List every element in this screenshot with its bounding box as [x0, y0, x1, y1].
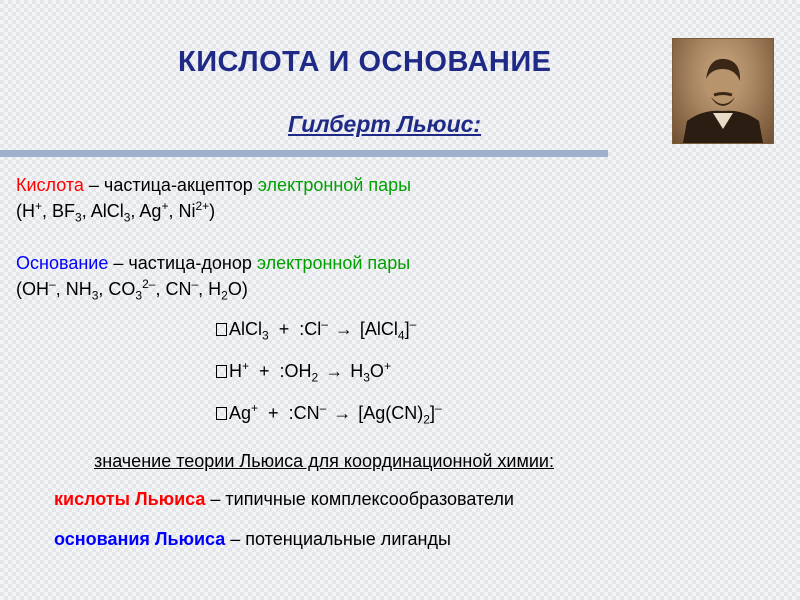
bullet-box-icon [216, 323, 227, 336]
subscript: 3 [91, 288, 99, 303]
subscript: 3 [123, 210, 131, 225]
acid-examples [16, 199, 216, 225]
arrow-right-icon: → [333, 403, 352, 423]
page-title: КИСЛОТА И ОСНОВАНИЕ [178, 46, 552, 78]
reaction-hydronium [216, 359, 391, 385]
lewis-bases-term: основания Льюиса [54, 529, 226, 549]
charge: + [251, 401, 259, 415]
product: [AlCl [359, 319, 398, 339]
charge: 2– [142, 277, 156, 291]
charge: – [319, 401, 327, 415]
significance-heading: значение теории Льюиса для координационной химии: [94, 451, 554, 471]
reactant: H [229, 361, 242, 381]
acid-electron-pair: электронной пары [257, 175, 412, 195]
subscript: 2 [311, 370, 319, 385]
plus-sign: + [258, 403, 289, 423]
subtitle: Гилберт Льюис: [288, 111, 482, 137]
reactant: :OH [279, 361, 312, 381]
product: ] [404, 319, 410, 339]
charge: – [321, 317, 328, 331]
plus-sign: + [268, 319, 300, 339]
base-example-text: , NH [55, 279, 92, 299]
subscript: 4 [397, 328, 405, 343]
lewis-acids-term: кислоты Льюиса [54, 489, 206, 509]
product: H [350, 361, 364, 381]
base-definition [16, 254, 410, 272]
acid-example-text: , Ni [168, 201, 196, 221]
base-electron-pair: электронной пары [256, 253, 411, 273]
subscript: 3 [75, 210, 82, 225]
reactant: :CN [288, 403, 320, 423]
reactant: Ag [229, 403, 252, 423]
base-examples [16, 277, 248, 303]
base-example-text: (OH [16, 279, 49, 299]
lewis-acids-line [54, 490, 514, 508]
charge: + [35, 199, 43, 213]
bullet-box-icon [216, 407, 227, 420]
base-term: Основание [16, 253, 109, 273]
arrow-right-icon: → [334, 319, 353, 339]
product: [Ag(CN) [358, 403, 424, 423]
base-example-text: , H [198, 279, 222, 299]
divider-bar [0, 150, 608, 157]
acid-example-text: ) [209, 201, 216, 221]
acid-example-text: (H [16, 201, 35, 221]
acid-definition [16, 176, 411, 194]
portrait-icon [673, 39, 773, 143]
base-example-text: , CO [98, 279, 136, 299]
reaction-silver-cyanide [216, 401, 442, 427]
charge: – [49, 277, 56, 291]
product: ] [429, 403, 435, 423]
portrait-photo [672, 38, 774, 144]
acid-definition-text: – частица-акцептор [83, 175, 258, 195]
acid-example-text: , Ag [130, 201, 162, 221]
subscript: 2 [221, 288, 228, 303]
charge: 2+ [195, 199, 210, 213]
charge: – [191, 277, 199, 291]
lewis-bases-line [54, 530, 451, 548]
base-example-text: O) [227, 279, 248, 299]
charge: – [434, 401, 442, 415]
reactant: AlCl [229, 319, 263, 339]
acid-term: Кислота [16, 175, 84, 195]
base-example-text: , CN [155, 279, 192, 299]
acid-example-text: , BF [42, 201, 76, 221]
bullet-box-icon [216, 365, 227, 378]
charge: + [161, 199, 169, 213]
charge: – [409, 317, 417, 331]
charge: + [383, 359, 391, 373]
subscript: 3 [135, 288, 143, 303]
subscript: 2 [423, 412, 430, 427]
subscript: 3 [262, 328, 269, 343]
arrow-right-icon: → [325, 361, 344, 381]
reactant: :Cl [299, 319, 322, 339]
subscript: 3 [363, 370, 370, 385]
lewis-acids-text: – типичные комплексообразователи [205, 489, 514, 509]
charge: + [242, 359, 250, 373]
acid-example-text: , AlCl [81, 201, 124, 221]
product: O [369, 361, 384, 381]
plus-sign: + [249, 361, 280, 381]
reaction-alcl3 [216, 317, 417, 343]
lewis-bases-text: – потенциальные лиганды [225, 529, 451, 549]
base-definition-text: – частица-донор [108, 253, 257, 273]
